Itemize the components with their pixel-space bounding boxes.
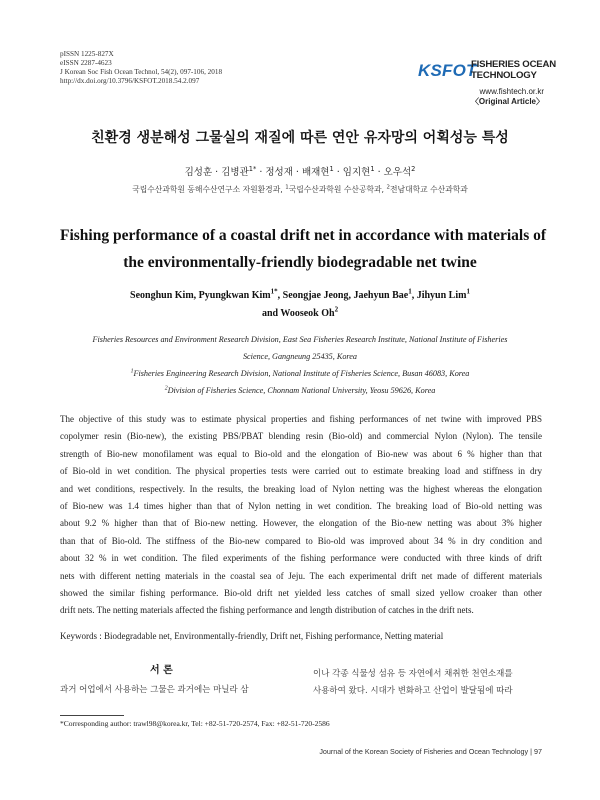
article-type: 〈Original Article〉 [470, 97, 544, 106]
abstract-line: about 32 % in wet condition. The filed experiments of the fishing performance were conducted with three kinds of drift [60, 553, 542, 564]
authors-english [60, 287, 540, 323]
section-heading-introduction: 서 론 [150, 665, 173, 676]
title-english [60, 222, 547, 276]
title-korean: 친환경 생분해성 그물실의 재질에 따른 연안 유자망의 어획성능 특성 [91, 130, 509, 146]
abstract-line: copolymer resin (Bio-new), the existing PBS/PBAT blending resin (Bio-old) and commercial Nylon (Nylon). The tensile [60, 431, 542, 442]
abstract-line: nets with different netting materials in the coastal sea of Jeju. The each experimental drift net made of different materials [60, 570, 542, 581]
affil-kr-2-sup: 2 [386, 184, 390, 191]
corresponding-author-footnote: *Corresponding author: trawl98@korea.kr, Tel: +82-51-720-2574, Fax: +82-51-720-2586 [60, 719, 330, 728]
abstract [60, 411, 542, 620]
affil-en-line1: Fisheries Resources and Environment Research Division, East Sea Fisheries Research Institute, National Institute of Fisheries [92, 335, 508, 344]
abstract-line: of Bio-old in wet condition. The physical properties tests were carried out to estimate breaking load and stiffness in dry [60, 466, 542, 477]
author-kr-2-sup: 1 [329, 164, 334, 173]
affil-kr-2: 국립수산과학원 수산공학과, [288, 185, 387, 194]
author-kr-3-sup: 1 [370, 164, 375, 173]
affil-kr-1-sup: 1 [285, 184, 289, 191]
authors-en-line2 [60, 305, 540, 323]
journal-header [60, 50, 222, 86]
author-en-1-sup: 1* [270, 287, 278, 296]
pissn: pISSN 1225-827X [60, 50, 114, 58]
doi-link[interactable]: http://dx.doi.org/10.3796/KSFOT.2018.54.2.097 [60, 77, 200, 85]
logo-line2: TECHNOLOGY [471, 69, 537, 81]
title-en-line1: Fishing performance of a coastal drift net in accordance with materials of [60, 227, 547, 244]
intro-right-column [313, 666, 543, 700]
author-en-4: and Wooseok Oh [261, 308, 335, 319]
author-en-2: , Seongjae Jeong, Jaehyun Bae [277, 290, 409, 301]
abstract-line: The objective of this study was to estimate physical properties and fishing performances of net twine with improved PBS [60, 414, 542, 424]
abstract-line: of Bio-new was 1.4 times higher than that of Nylon netting in wet condition. The breaking load of Bio-old netting was [60, 501, 542, 512]
eissn: eISSN 2287-4623 [60, 59, 112, 67]
affil-en-line3 [60, 365, 540, 382]
logo-text [471, 60, 556, 81]
author-kr-1-sup: 1* [248, 164, 257, 173]
author-en-3-sup: 1 [466, 287, 470, 296]
author-kr-1: 김성훈 · 김병관 [184, 167, 249, 178]
intro-right-line: 사용하여 왔다. 시대가 변화하고 산업이 발달됨에 따라 [313, 686, 513, 696]
author-en-3: , Jihyun Lim [411, 290, 467, 301]
keywords: Keywords : Biodegradable net, Environmentally-friendly, Drift net, Fishing performance, Netting material [60, 631, 444, 641]
intro-left-column: 과거 어업에서 사용하는 그물은 과거에는 마닐라 삼 [60, 685, 249, 695]
affiliations-english [60, 331, 540, 399]
logo-line1: FISHERIES OCEAN [471, 59, 556, 70]
author-en-1: Seonghun Kim, Pyungkwan Kim [130, 290, 271, 301]
affiliations-korean [60, 184, 540, 196]
journal-logo [418, 58, 556, 84]
abstract-line: and wet conditions, respectively. In the results, the breaking load of Nylon netting was the highest whereas the elongation [60, 483, 542, 494]
footnote-divider [60, 715, 124, 716]
author-kr-4: · 오우석 [374, 167, 412, 178]
affil-en-3: Fisheries Engineering Research Division, National Institute of Fisheries Science, Busan 46083, Korea [133, 369, 470, 378]
authors-en-line1 [60, 287, 540, 305]
affil-en-line4 [60, 382, 540, 399]
abstract-line: showed the similar fishing performance. Bio-old drift net yielded less catches of small sized yellow croaker than other [60, 588, 542, 599]
abstract-line: about 9.2 % higher than that of Bio-new netting. However, the elongation of the Bio-new netting was about 3% higher [60, 518, 542, 529]
title-en-line2: the environmentally-friendly biodegradable net twine [123, 254, 477, 271]
abstract-line: drift nets. The netting materials affected the fishing performance and length distribution of catches in the drift nets. [60, 605, 474, 616]
affil-en-line2: Science, Gangneung 25435, Korea [242, 352, 358, 361]
logo-mark: KSFOT [418, 61, 477, 80]
author-en-2-sup: 1 [408, 287, 412, 296]
author-en-4-sup: 2 [334, 305, 339, 314]
author-kr-3: · 임지현 [333, 167, 371, 178]
abstract-line: strength of Bio-new monofilament was equal to Bio-old and the elongation of Bio-new was about 6 % higher than that [60, 448, 542, 459]
author-kr-4-sup: 2 [411, 164, 416, 173]
affil-en-4: Division of Fisheries Science, Chonnam National University, Yeosu 59626, Korea [167, 386, 436, 395]
citation: J Korean Soc Fish Ocean Technol, 54(2), 097-106, 2018 [60, 68, 223, 76]
abstract-line: than that of Bio-old. The stiffness of the Bio-new compared to Bio-old was improved about 34 % in dry condition and [60, 535, 542, 546]
intro-right-line: 이나 각종 식물성 섬유 등 자연에서 채취한 천연소재를 [313, 669, 513, 679]
page-footer: Journal of the Korean Society of Fisheries and Ocean Technology | 97 [319, 747, 542, 756]
author-kr-2: · 정성재 · 배재현 [256, 167, 330, 178]
affil-kr-3: 전남대학교 수산과학과 [390, 185, 468, 194]
authors-korean [60, 166, 540, 180]
journal-url[interactable]: www.fishtech.or.kr [479, 87, 544, 96]
affil-en-3-sup: 1 [130, 368, 134, 375]
affil-kr-1: 국립수산과학원 동해수산연구소 자원환경과, [132, 185, 286, 194]
affil-en-4-sup: 2 [164, 385, 168, 392]
